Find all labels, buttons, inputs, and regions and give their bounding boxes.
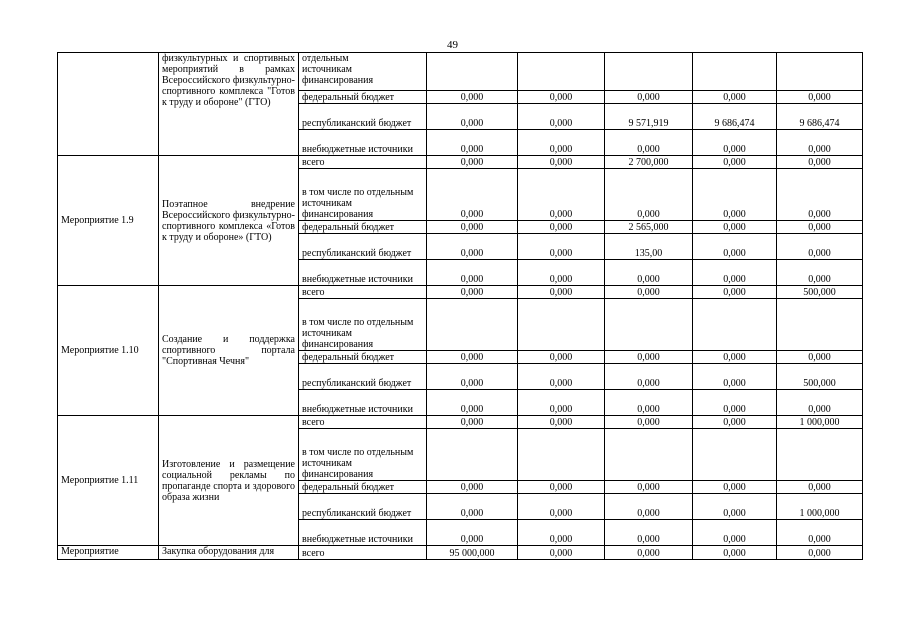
funding-value bbox=[605, 53, 693, 91]
funding-value: 0,000 bbox=[518, 520, 605, 546]
funding-value: 9 686,474 bbox=[693, 104, 777, 130]
funding-value: 0,000 bbox=[777, 91, 863, 104]
funding-value: 0,000 bbox=[518, 390, 605, 416]
funding-source-label: республиканский бюджет bbox=[299, 494, 427, 520]
funding-value: 0,000 bbox=[693, 221, 777, 234]
funding-value: 0,000 bbox=[427, 260, 518, 286]
funding-value: 0,000 bbox=[518, 494, 605, 520]
funding-source-label: в том числе по отдельным источникам финансирования bbox=[299, 429, 427, 481]
table-row bbox=[58, 53, 863, 91]
funding-source-label: отдельным источникам финансирования bbox=[299, 53, 427, 91]
funding-value: 0,000 bbox=[605, 390, 693, 416]
funding-value: 0,000 bbox=[518, 234, 605, 260]
funding-value: 0,000 bbox=[427, 156, 518, 169]
funding-value: 0,000 bbox=[777, 234, 863, 260]
funding-value: 0,000 bbox=[605, 286, 693, 299]
funding-source-label: всего bbox=[299, 546, 427, 560]
funding-value: 0,000 bbox=[605, 416, 693, 429]
funding-source-label: в том числе по отдельным источникам финансирования bbox=[299, 169, 427, 221]
funding-value: 0,000 bbox=[518, 481, 605, 494]
page-number: 49 bbox=[447, 39, 458, 51]
table-row bbox=[58, 416, 863, 429]
funding-value: 0,000 bbox=[605, 91, 693, 104]
funding-value: 0,000 bbox=[605, 351, 693, 364]
funding-value: 0,000 bbox=[518, 156, 605, 169]
funding-value: 0,000 bbox=[693, 481, 777, 494]
funding-value bbox=[777, 429, 863, 481]
activity-id bbox=[58, 53, 159, 156]
funding-value: 0,000 bbox=[693, 169, 777, 221]
funding-value: 0,000 bbox=[693, 351, 777, 364]
funding-source-label: республиканский бюджет bbox=[299, 104, 427, 130]
funding-value: 0,000 bbox=[777, 546, 863, 560]
funding-value: 0,000 bbox=[427, 286, 518, 299]
funding-value: 0,000 bbox=[518, 91, 605, 104]
funding-value bbox=[777, 53, 863, 91]
funding-value: 0,000 bbox=[777, 481, 863, 494]
funding-value: 0,000 bbox=[605, 169, 693, 221]
activity-name: Создание и поддержка спортивного портала "Спортивная Чечня" bbox=[159, 286, 299, 416]
funding-value: 0,000 bbox=[693, 494, 777, 520]
funding-value bbox=[605, 429, 693, 481]
funding-source-label: федеральный бюджет bbox=[299, 351, 427, 364]
funding-value: 0,000 bbox=[427, 169, 518, 221]
funding-value: 0,000 bbox=[427, 130, 518, 156]
funding-value: 0,000 bbox=[777, 169, 863, 221]
activity-name: Изготовление и размещение социальной рекламы по пропаганде спорта и здорового образа жизни bbox=[159, 416, 299, 546]
funding-value: 0,000 bbox=[427, 91, 518, 104]
funding-source-label: всего bbox=[299, 156, 427, 169]
funding-value: 0,000 bbox=[693, 390, 777, 416]
funding-value: 0,000 bbox=[693, 130, 777, 156]
funding-value: 0,000 bbox=[605, 494, 693, 520]
funding-value: 0,000 bbox=[777, 221, 863, 234]
funding-source-label: федеральный бюджет bbox=[299, 221, 427, 234]
funding-source-label: внебюджетные источники bbox=[299, 390, 427, 416]
funding-value: 9 686,474 bbox=[777, 104, 863, 130]
funding-value: 0,000 bbox=[777, 130, 863, 156]
funding-source-label: внебюджетные источники bbox=[299, 260, 427, 286]
funding-value: 0,000 bbox=[693, 546, 777, 560]
funding-value bbox=[427, 53, 518, 91]
funding-value bbox=[518, 53, 605, 91]
activity-id: Мероприятие 1.10 bbox=[58, 286, 159, 416]
funding-value bbox=[605, 299, 693, 351]
funding-value: 0,000 bbox=[518, 221, 605, 234]
funding-value: 2 700,000 bbox=[605, 156, 693, 169]
funding-value: 0,000 bbox=[427, 481, 518, 494]
funding-source-label: республиканский бюджет bbox=[299, 364, 427, 390]
funding-value: 0,000 bbox=[605, 130, 693, 156]
funding-value: 0,000 bbox=[693, 156, 777, 169]
funding-value bbox=[693, 53, 777, 91]
table-row bbox=[58, 546, 863, 560]
funding-value: 0,000 bbox=[693, 416, 777, 429]
funding-value bbox=[693, 429, 777, 481]
activity-id: Мероприятие bbox=[58, 546, 159, 560]
funding-value: 0,000 bbox=[777, 390, 863, 416]
funding-value bbox=[518, 429, 605, 481]
funding-value: 500,000 bbox=[777, 364, 863, 390]
funding-value: 0,000 bbox=[518, 286, 605, 299]
funding-source-label: федеральный бюджет bbox=[299, 481, 427, 494]
funding-source-label: в том числе по отдельным источникам финансирования bbox=[299, 299, 427, 351]
funding-value: 0,000 bbox=[427, 104, 518, 130]
funding-value bbox=[427, 429, 518, 481]
funding-value: 0,000 bbox=[427, 234, 518, 260]
funding-value: 500,000 bbox=[777, 286, 863, 299]
funding-value: 0,000 bbox=[605, 520, 693, 546]
funding-value: 0,000 bbox=[427, 390, 518, 416]
funding-value: 0,000 bbox=[518, 260, 605, 286]
funding-value: 2 565,000 bbox=[605, 221, 693, 234]
funding-value: 1 000,000 bbox=[777, 494, 863, 520]
funding-value: 0,000 bbox=[693, 520, 777, 546]
table-row bbox=[58, 156, 863, 169]
funding-value: 0,000 bbox=[427, 494, 518, 520]
funding-source-label: внебюджетные источники bbox=[299, 130, 427, 156]
funding-value: 0,000 bbox=[777, 156, 863, 169]
funding-value: 0,000 bbox=[518, 416, 605, 429]
funding-value: 1 000,000 bbox=[777, 416, 863, 429]
funding-value: 0,000 bbox=[427, 351, 518, 364]
activity-name: Закупка оборудования для bbox=[159, 546, 299, 560]
funding-value: 0,000 bbox=[427, 221, 518, 234]
funding-source-label: республиканский бюджет bbox=[299, 234, 427, 260]
funding-value: 0,000 bbox=[518, 169, 605, 221]
funding-value: 0,000 bbox=[427, 364, 518, 390]
funding-value bbox=[693, 299, 777, 351]
funding-value: 0,000 bbox=[693, 91, 777, 104]
funding-source-label: всего bbox=[299, 286, 427, 299]
activity-id: Мероприятие 1.9 bbox=[58, 156, 159, 286]
funding-value: 0,000 bbox=[605, 481, 693, 494]
funding-value: 0,000 bbox=[693, 364, 777, 390]
funding-value: 0,000 bbox=[427, 520, 518, 546]
activity-id: Мероприятие 1.11 bbox=[58, 416, 159, 546]
funding-value bbox=[777, 299, 863, 351]
funding-source-label: всего bbox=[299, 416, 427, 429]
funding-value: 0,000 bbox=[518, 364, 605, 390]
funding-value: 0,000 bbox=[518, 546, 605, 560]
funding-value: 0,000 bbox=[605, 546, 693, 560]
funding-value: 95 000,000 bbox=[427, 546, 518, 560]
funding-value: 0,000 bbox=[605, 260, 693, 286]
funding-value bbox=[518, 299, 605, 351]
funding-value: 0,000 bbox=[693, 234, 777, 260]
activity-name: физкультурных и спортивных мероприятий в рамках Всероссийского физкультурно-спортивного комплекса "Готов к труду и обороне" (ГТО) bbox=[159, 53, 299, 156]
table-body bbox=[58, 53, 863, 560]
activity-name: Поэтапное внедрение Всероссийского физкультурно-спортивного комплекса «Готов к труду и обороне» (ГТО) bbox=[159, 156, 299, 286]
funding-value: 0,000 bbox=[518, 104, 605, 130]
funding-value: 0,000 bbox=[693, 286, 777, 299]
funding-value: 0,000 bbox=[777, 520, 863, 546]
funding-value: 0,000 bbox=[777, 351, 863, 364]
table-row bbox=[58, 286, 863, 299]
funding-value: 0,000 bbox=[693, 260, 777, 286]
funding-value: 0,000 bbox=[518, 351, 605, 364]
funding-source-label: внебюджетные источники bbox=[299, 520, 427, 546]
funding-value bbox=[427, 299, 518, 351]
funding-value: 0,000 bbox=[518, 130, 605, 156]
funding-source-label: федеральный бюджет bbox=[299, 91, 427, 104]
funding-value: 135,00 bbox=[605, 234, 693, 260]
funding-value: 0,000 bbox=[605, 364, 693, 390]
funding-value: 0,000 bbox=[777, 260, 863, 286]
funding-table bbox=[57, 52, 863, 560]
funding-value: 0,000 bbox=[427, 416, 518, 429]
funding-value: 9 571,919 bbox=[605, 104, 693, 130]
